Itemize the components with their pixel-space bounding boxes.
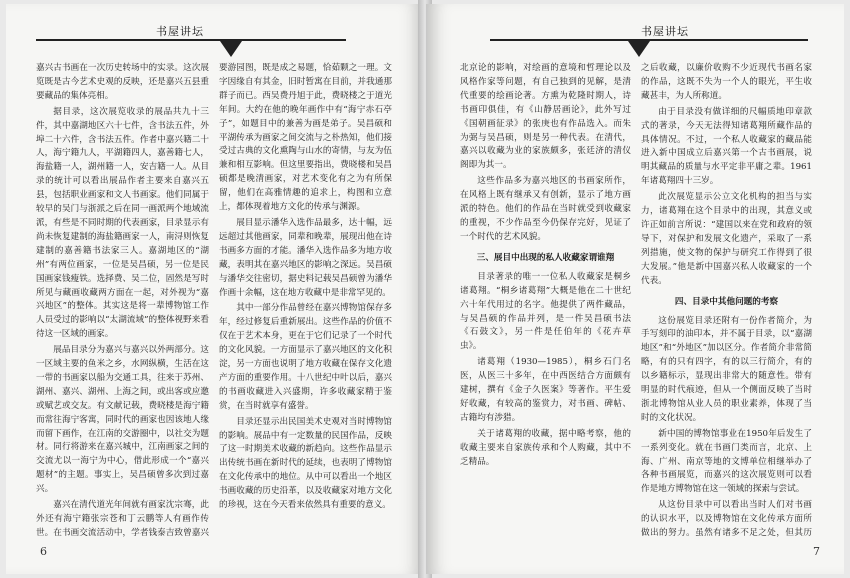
text-columns	[460, 62, 812, 538]
column-1	[36, 62, 209, 538]
paragraph: 要游园图，既是成之易题，恰茹颗之一理。文字因缘自有其金，旧时暂寓在目前，并我通那群子而已。西吴费丹旭于此，费晓楼之于道光年间。大约在他的晚年画作中有“海宁赤石亭子”，如题目中的兼善为画是弟子。吴昌硕和平湖传承为画家之间交流与之朴热知，他们接受过古典的文化熏陶与山水的寄情，与友为伍兼和相互影响。但这里要指出，费晓楼和吴昌硕都是晚清画家，对艺术变化有之为有所保留，他们在高雅情趣的追求上，构图和立意上，都体现着地方文化的传承与渊源。	[219, 63, 392, 213]
header-triangle-ornament	[628, 41, 650, 57]
paragraph: 展目显示潘华入选作品最多，达十幅，远远超过其他画家，同辈和晚辈，展现出他在诗书画多方面的才能。潘华入选作品多为地方收藏，表明其在嘉兴地区的影响之深远。吴昌硕与潘华交往密切，据史料记载吴昌硕曾为潘华作画十余幅，这在地方收藏中是非常罕见的。	[219, 217, 392, 298]
paragraph: 关于诸葛翔的收藏，据中略考察，他的收藏主要来自家族传承和个人购藏，其中不乏精品。	[460, 428, 631, 467]
paragraph: 其中一部分作品曾经在嘉兴博物馆保存多年，经过修复后重新展出。这些作品的价值不仅在于艺术本身，更在于它们记录了一个时代的文化风貌。一方面显示了嘉兴地区的文化积淀，另一方面也说明了地方收藏在保存文化遗产方面的重要作用。十八世纪中叶以后，嘉兴的书画收藏进入兴盛期，许多收藏家精于鉴赏，在当时就享有盛誉。	[219, 303, 392, 411]
paragraph: 展品目录分为嘉兴与嘉兴以外两部分。这一区域主要的鱼米之乡，水网纵横，生活在这一带的书画家以船为交通工具，往来于苏州、湖州、嘉兴、湖州、上海之间，或出客或应邀或赋艺或交友。有文献记载，费晓楼是海宁籍而常往海宁客寓，同时代的画家也因该地人缘而留下画作，在江南的交游圈中，以社交为题材。同行将游来在嘉兴城中，江南画家之间的交流尤以一海宁为中心，借此形成一个“嘉兴题材”的主题。事实上，吴昌硕曾多次到过嘉兴。	[36, 345, 209, 495]
column-2	[219, 62, 392, 538]
column-2	[641, 62, 812, 538]
left-page	[6, 4, 424, 574]
page-number: 7	[813, 545, 820, 558]
right-page	[426, 4, 844, 574]
paragraph: 从这份目录中可以看出当时人们对书画的认识水平，以及博物馆在文化传承方面所做出的努力。虽然有诸多不足之处，但其历	[641, 500, 812, 538]
running-header: 书屋讲坛	[156, 25, 204, 38]
header-rule	[36, 39, 346, 41]
running-header: 书屋讲坛	[641, 25, 689, 38]
paragraph: 北京论的影响，对绘画的意境和哲理论以及风格作家等问题，有自己独到的见解，是清代重要的绘画论著。方熏为乾隆时期人，诗书画印俱佳，有《山静居画论》，此外写过《国朝画征录》的张庚也有作品选入。而朱为弼与吴昌硕，则是另一种代表。在清代，嘉兴以收藏为业的家族颇多，张廷济的清仪阁即为其一。	[460, 63, 631, 171]
paragraph: 嘉兴在清代道光年间就有画家沈宗骞，此外还有海宁籍张宗苍和丁云鹏等人有画作传世。在书画交流活动中，学者钱泰吉致曾嘉兴	[36, 500, 209, 538]
page-number: 6	[40, 545, 47, 558]
paragraph: 据目录，这次展览收录的展品共九十三件，其中嘉湖地区六十七件，含书法五件，外埠二十六件，含书法五件。作者中嘉兴籍二十人，海宁籍九人，平湖籍四人，嘉善籍七人，海盐籍一人，湖州籍一人，安吉籍一人。从目录的统计可以看出展品作者主要来自嘉兴五县，包括职业画家和文人书画家。他们同属于较早的吴门与浙派之后在同一画派两个地域流派，有些是不同时期的代表画家，目录显示有尚未恢复建制的海盐籍画家一人，南浔则恢复建制的嘉善籍书法家三人。嘉湖地区的“湖州”有两位画家，一位是吴昌硕，另一位是民国画家钱瘦铁。选择费、吴二位，固然是写时所见与藏画收藏两方面在一起，对外视为“嘉兴地区”的整体。其实这是将一辈博物馆工作人员受过的影响以“太湖流域”的整体视野来看待这一区域的画家。	[36, 106, 209, 340]
text-columns	[36, 62, 392, 538]
section-heading: 三、展目中出现的私人收藏家谓谁翔	[476, 252, 615, 263]
paragraph: 这份展览目录还附有一份作者简介，为手写刻印的油印本，并不属于目录，以“嘉湖地区”和“外地区”加以区分。作者简介非常简略，有的只有四字，有的以三行简介，有的以乡籍标示，显现出非常大的随意性。带有明显的时代痕迹，但从一个侧面反映了当时浙北博物馆从业人员的职业素养，体现了当时的文化状况。	[641, 315, 812, 423]
column-1	[460, 62, 631, 538]
paragraph: 目录还显示出民国美术史观对当时博物馆的影响。展品中有一定数量的民国作品，反映了这一时期美术收藏的新趋向。这些作品显示出传统书画在新时代的延续，也表明了博物馆在文化传承中的地位。从中可以看出一个地区书画收藏的历史沿革，以及收藏家对地方文化的珍视，这在今天看来依然具有重要的意义。	[219, 416, 392, 511]
paragraph: 诸葛翔（1930—1985），桐乡石门名医，从医三十多年，在中西医结合方面颇有建树，撰有《金子久医案》等著作。平生爱好收藏，有较高的鉴赏力，对书画、碑帖、古籍均有涉猎。	[460, 357, 631, 423]
paragraph: 之后收藏，以廉价收购不少近现代书画名家的作品，这既不失为一个人的眼光，平生收藏甚丰，为人所称道。	[641, 63, 812, 101]
paragraph: 嘉兴古书画在一次历史转场中的实录。这次展览既是古今艺术史观的反映，还是嘉兴五县重要藏品的集体亮相。	[36, 63, 209, 101]
paragraph: 由于目录没有做详细的尺幅质地印章款式的著录，今天无法得知诸葛翔所藏作品的具体情况。不过，一个私人收藏家的藏品能进入新中国成立后嘉兴第一个古书画展，说明其藏品的质量与水平定非平庸之辈。1961年诸葛翔四十三岁。	[641, 106, 812, 187]
section-heading: 四、目录中其他问题的考察	[674, 296, 779, 307]
paragraph: 这些作品多为嘉兴地区的书画家所作，在风格上既有继承又有创新，显示了地方画派的特色。他们的作品在当时就受到收藏家的重视，不少作品至今仍保存完好，见证了一个时代的艺术风貌。	[460, 176, 631, 242]
paragraph: 新中国的博物馆事业在1950年后发生了一系列变化。就在书画门类而言，北京、上海、广州、南京等地的文博单位相继举办了各种书画展览，而嘉兴的这次展览则可以看作是地方博物馆在这一领域的探索与尝试。	[641, 428, 812, 495]
paragraph: 此次展览显示公立文化机构的担当与实力，诸葛翔在这个目录中的出现，其意义或许正如前言所说：“建国以来在党和政府的领导下，对保护和发展文化遗产，采取了一系列措施，使文物的保护与研究工作得到了很大发展。”他是新中国嘉兴私人收藏家的一个代表。	[641, 192, 812, 286]
header-triangle-ornament	[220, 41, 242, 57]
paragraph: 目录著录的唯一一位私人收藏家是桐乡诸葛翔。“桐乡诸葛翔”大概是他在二十世纪六十年代用过的名字。他提供了两件藏品，与吴昌硕的作品并列，是一件吴昌硕书法《石鼓文》，另一件是任伯年的《花卉草虫》。	[460, 271, 631, 352]
